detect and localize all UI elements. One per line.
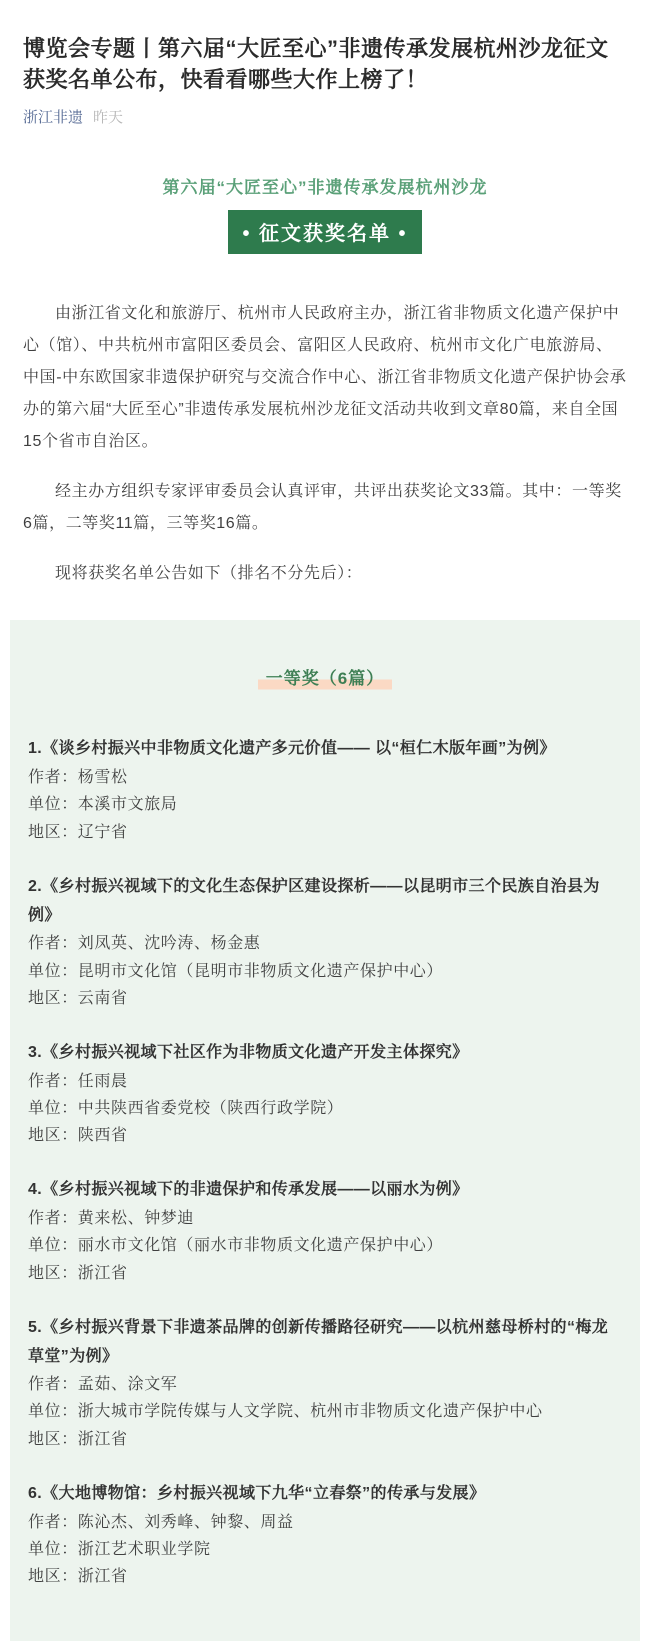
body-paragraph: 经主办方组织专家评审委员会认真评审，共评出获奖论文33篇。其中：一等奖6篇，二等奖11篇，三等奖16篇。: [23, 483, 622, 533]
entry-title: 6.《大地博物馆：乡村振兴视域下九华“立春祭”的传承与发展》: [28, 1484, 486, 1502]
award-entry: [28, 1039, 622, 1149]
entry-author: 作者：孟茹、涂文军: [28, 1376, 178, 1394]
body-paragraph: 现将获奖名单公告如下（排名不分先后）：: [55, 565, 363, 583]
entry-region: 地区：浙江省: [28, 1568, 128, 1586]
award-entry: [28, 1480, 622, 1590]
event-heading: 第六届“大匠至心”非遗传承发展杭州沙龙: [162, 178, 488, 198]
entry-unit: 单位：昆明市文化馆（昆明市非物质文化遗产保护中心）: [28, 962, 444, 980]
award-entry: [28, 1314, 622, 1453]
entry-title: 4.《乡村振兴视域下的非遗保护和传承发展——以丽水为例》: [28, 1181, 469, 1199]
entry-author: 作者：黄来松、钟梦迪: [28, 1210, 195, 1228]
publish-date: 昨天: [93, 109, 124, 127]
article-body: [23, 298, 627, 590]
entry-title: 1.《谈乡村振兴中非物质文化遗产多元价值—— 以“桓仁木版年画”为例》: [28, 740, 556, 758]
entry-unit: 单位：浙大城市学院传媒与人文学院、杭州市非物质文化遗产保护中心: [28, 1403, 543, 1421]
body-paragraph: 由浙江省文化和旅游厅、杭州市人民政府主办，浙江省非物质文化遗产保护中心（馆）、中共杭州市富阳区委员会、富阳区人民政府、杭州市文化广电旅游局、中国-中东欧国家非遗保护研究与交流合作中心、浙江省非物质文化遗产保护协会承办的第六届“大匠至心”非遗传承发展杭州沙龙征文活动共收到文章80篇，来自全国15个省市自治区。: [23, 305, 627, 451]
entry-title: 5.《乡村振兴背景下非遗茶品牌的创新传播路径研究——以杭州慈母桥村的“梅龙草堂”为例》: [28, 1318, 609, 1365]
award-section-heading: [28, 664, 622, 691]
award-entry: [28, 873, 622, 1012]
entry-author: 作者：任雨晨: [28, 1072, 128, 1090]
entry-author: 作者：杨雪松: [28, 769, 128, 787]
entry-region: 地区：浙江省: [28, 1264, 128, 1282]
entry-author: 作者：刘凤英、沈吟涛、杨金惠: [28, 935, 261, 953]
award-section-title: 一等奖（6篇）: [258, 664, 392, 691]
award-entry: [28, 1176, 622, 1286]
byline: [23, 108, 627, 128]
entry-region: 地区：云南省: [28, 989, 128, 1007]
awards-section: [10, 620, 640, 1641]
entry-region: 地区：辽宁省: [28, 823, 128, 841]
award-list-badge: • 征文获奖名单 •: [228, 210, 421, 254]
entry-unit: 单位：丽水市文化馆（丽水市非物质文化遗产保护中心）: [28, 1237, 444, 1255]
entry-unit: 单位：本溪市文旅局: [28, 796, 178, 814]
account-link[interactable]: 浙江非遗: [23, 109, 84, 127]
entry-unit: 单位：浙江艺术职业学院: [28, 1540, 211, 1558]
entry-region: 地区：浙江省: [28, 1430, 128, 1448]
award-entry: [28, 735, 622, 845]
badge-container: [0, 210, 650, 254]
entry-author: 作者：陈沁杰、刘秀峰、钟黎、周益: [28, 1513, 294, 1531]
entry-title: 3.《乡村振兴视域下社区作为非物质文化遗产开发主体探究》: [28, 1043, 469, 1061]
page-title: 博览会专题丨第六届“大匠至心”非遗传承发展杭州沙龙征文获奖名单公布，快看看哪些大作上榜了！: [23, 36, 609, 93]
entry-title: 2.《乡村振兴视域下的文化生态保护区建设探析——以昆明市三个民族自治县为例》: [28, 877, 600, 924]
entry-unit: 单位：中共陕西省委党校（陕西行政学院）: [28, 1099, 344, 1117]
entry-region: 地区：陕西省: [28, 1127, 128, 1145]
